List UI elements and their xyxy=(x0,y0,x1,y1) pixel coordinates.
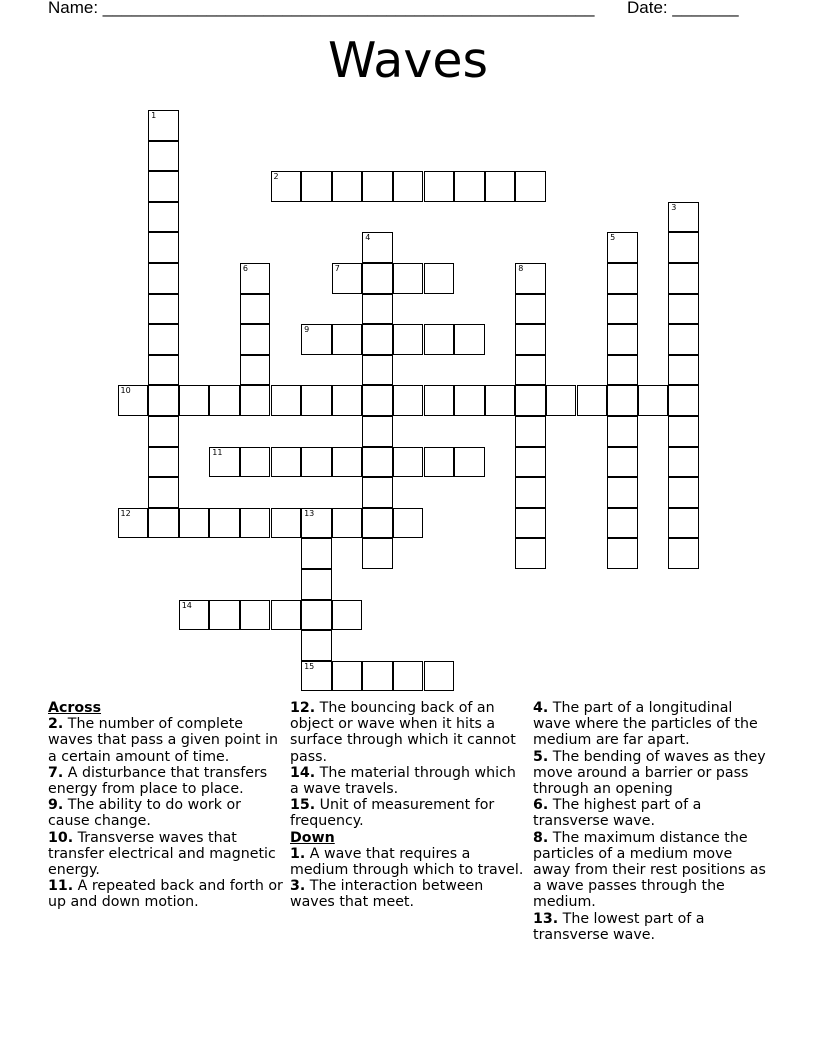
grid-cell[interactable] xyxy=(515,324,546,355)
grid-cell[interactable] xyxy=(148,171,179,202)
grid-cell[interactable] xyxy=(515,447,546,478)
grid-cell[interactable] xyxy=(515,477,546,508)
grid-cell[interactable] xyxy=(668,202,699,233)
grid-cell[interactable] xyxy=(301,171,332,202)
clue-down-1: 1. A wave that requires a medium through which to travel. xyxy=(290,845,524,879)
grid-cell[interactable] xyxy=(668,477,699,508)
grid-cell[interactable] xyxy=(179,508,210,539)
grid-cell[interactable] xyxy=(148,447,179,478)
clue-down-4: 4. The part of a longitudinal wave where the particles of the medium are far apart. xyxy=(533,700,758,749)
grid-cell[interactable] xyxy=(301,508,332,539)
grid-cell[interactable] xyxy=(240,447,271,478)
down-heading: Down xyxy=(290,829,335,846)
grid-cell[interactable] xyxy=(148,416,179,447)
grid-cell[interactable] xyxy=(607,416,638,447)
grid-cell[interactable] xyxy=(546,385,577,416)
grid-cell[interactable] xyxy=(301,447,332,478)
grid-cell[interactable] xyxy=(332,385,363,416)
grid-cell[interactable] xyxy=(362,508,393,539)
grid-cell[interactable] xyxy=(362,538,393,569)
grid-cell[interactable] xyxy=(301,569,332,600)
grid-cell[interactable] xyxy=(271,171,302,202)
grid-cell[interactable] xyxy=(668,447,699,478)
grid-cell[interactable] xyxy=(209,385,240,416)
name-line[interactable]: Name: ____________________________________________________ xyxy=(48,0,595,17)
clue-number: 7 xyxy=(334,264,340,273)
across-heading: Across xyxy=(48,700,102,716)
grid-cell[interactable] xyxy=(362,477,393,508)
grid-cell[interactable] xyxy=(393,385,424,416)
grid-cell[interactable] xyxy=(393,171,424,202)
clue-across-2: 2. The number of complete waves that pass a given point in a certain amount of time. xyxy=(48,716,279,765)
grid-cell[interactable] xyxy=(515,355,546,386)
clue-number: 12 xyxy=(120,508,131,518)
grid-cell[interactable] xyxy=(424,385,455,416)
clue-number: 15 xyxy=(304,661,315,671)
clue-number: 1 xyxy=(151,111,157,120)
grid-cell[interactable] xyxy=(515,385,546,416)
grid-cell[interactable] xyxy=(607,447,638,478)
clue-number: 9 xyxy=(304,325,310,335)
grid-cell[interactable] xyxy=(240,385,271,416)
grid-cell[interactable] xyxy=(424,263,455,294)
grid-cell[interactable] xyxy=(515,538,546,569)
clue-across-11: 11. A repeated back and forth or up and down motion. xyxy=(48,878,283,911)
clues-column-1 xyxy=(48,700,284,911)
clues-column-3 xyxy=(533,700,771,943)
grid-cell[interactable] xyxy=(577,385,608,416)
grid-cell[interactable] xyxy=(362,324,393,355)
grid-cell[interactable] xyxy=(454,324,485,355)
grid-cell[interactable] xyxy=(301,385,332,416)
clue-number: 11 xyxy=(212,447,223,457)
grid-cell[interactable] xyxy=(301,630,332,661)
grid-cell[interactable] xyxy=(118,508,149,539)
grid-cell[interactable] xyxy=(424,447,455,478)
grid-cell[interactable] xyxy=(668,294,699,325)
clue-down-3: 3. The interaction between waves that meet. xyxy=(290,878,484,911)
grid-cell[interactable] xyxy=(209,508,240,539)
grid-cell[interactable] xyxy=(362,385,393,416)
grid-cell[interactable] xyxy=(362,447,393,478)
clue-number: 10 xyxy=(120,386,131,396)
grid-cell[interactable] xyxy=(148,385,179,416)
grid-cell[interactable] xyxy=(209,600,240,631)
grid-cell[interactable] xyxy=(148,294,179,325)
clue-down-5: 5. The bending of waves as they move around a barrier or pass through an opening xyxy=(533,748,766,798)
grid-cell[interactable] xyxy=(607,324,638,355)
grid-cell[interactable] xyxy=(515,416,546,447)
grid-cell[interactable] xyxy=(393,447,424,478)
grid-cell[interactable] xyxy=(240,355,271,386)
grid-cell[interactable] xyxy=(668,416,699,447)
grid-cell[interactable] xyxy=(332,263,363,294)
grid-cell[interactable] xyxy=(607,385,638,416)
grid-cell[interactable] xyxy=(271,508,302,539)
grid-cell[interactable] xyxy=(301,324,332,355)
clue-number: 5 xyxy=(610,233,616,243)
grid-cell[interactable] xyxy=(668,263,699,294)
grid-cell[interactable] xyxy=(240,324,271,355)
grid-cell[interactable] xyxy=(607,263,638,294)
clue-number: 13 xyxy=(304,508,315,518)
date-line[interactable]: Date: _______ xyxy=(627,0,739,17)
grid-cell[interactable] xyxy=(362,263,393,294)
clue-number: 14 xyxy=(181,600,192,610)
grid-cell[interactable] xyxy=(148,202,179,233)
grid-cell[interactable] xyxy=(638,385,669,416)
grid-cell[interactable] xyxy=(515,508,546,539)
grid-cell[interactable] xyxy=(668,385,699,416)
grid-cell[interactable] xyxy=(393,508,424,539)
grid-cell[interactable] xyxy=(179,385,210,416)
grid-cell[interactable] xyxy=(362,355,393,386)
clue-down-8: 8. The maximum distance the particles of a medium move away from their rest positions as a wave passes through the medium. xyxy=(533,829,766,911)
grid-cell[interactable] xyxy=(515,171,546,202)
clue-down-13: 13. The lowest part of a transverse wave. xyxy=(533,910,705,943)
grid-cell[interactable] xyxy=(271,600,302,631)
grid-cell[interactable] xyxy=(240,600,271,631)
grid-cell[interactable] xyxy=(393,324,424,355)
grid-cell[interactable] xyxy=(607,232,638,263)
grid-cell[interactable] xyxy=(332,447,363,478)
grid-cell[interactable] xyxy=(668,324,699,355)
grid-cell[interactable] xyxy=(148,508,179,539)
grid-cell[interactable] xyxy=(118,385,149,416)
grid-cell[interactable] xyxy=(393,661,424,692)
grid-cell[interactable] xyxy=(179,600,210,631)
grid-cell[interactable] xyxy=(240,263,271,294)
grid-cell[interactable] xyxy=(454,171,485,202)
grid-cell[interactable] xyxy=(271,447,302,478)
grid-cell[interactable] xyxy=(668,232,699,263)
clue-across-15: 15. Unit of measurement for frequency. xyxy=(290,797,495,830)
grid-cell[interactable] xyxy=(607,294,638,325)
grid-cell[interactable] xyxy=(148,355,179,386)
grid-cell[interactable] xyxy=(515,294,546,325)
grid-cell[interactable] xyxy=(485,171,516,202)
grid-cell[interactable] xyxy=(301,661,332,692)
grid-cell[interactable] xyxy=(148,232,179,263)
clue-across-9: 9. The ability to do work or cause change. xyxy=(48,797,241,830)
grid-cell[interactable] xyxy=(240,508,271,539)
grid-cell[interactable] xyxy=(424,324,455,355)
clue-number: 3 xyxy=(671,202,677,212)
grid-cell[interactable] xyxy=(515,263,546,294)
grid-cell[interactable] xyxy=(454,447,485,478)
grid-cell[interactable] xyxy=(362,416,393,447)
clue-across-12: 12. The bouncing back of an object or wave when it hits a surface through which it cannot pass. xyxy=(290,700,516,765)
grid-cell[interactable] xyxy=(393,263,424,294)
grid-cell[interactable] xyxy=(332,600,363,631)
grid-cell[interactable] xyxy=(301,600,332,631)
grid-cell[interactable] xyxy=(332,508,363,539)
grid-cell[interactable] xyxy=(332,324,363,355)
grid-cell[interactable] xyxy=(148,110,179,141)
clue-number: 2 xyxy=(273,172,279,182)
clue-down-6: 6. The highest part of a transverse wave. xyxy=(533,797,702,830)
clue-across-14: 14. The material through which a wave travels. xyxy=(290,764,516,798)
grid-cell[interactable] xyxy=(607,477,638,508)
grid-cell[interactable] xyxy=(240,294,271,325)
page-title: Waves xyxy=(327,32,488,89)
grid-cell[interactable] xyxy=(148,324,179,355)
grid-cell[interactable] xyxy=(668,355,699,386)
grid-cell[interactable] xyxy=(362,294,393,325)
clue-across-7: 7. A disturbance that transfers energy from place to place. xyxy=(48,764,268,798)
grid-cell[interactable] xyxy=(668,508,699,539)
grid-cell[interactable] xyxy=(148,477,179,508)
grid-cell[interactable] xyxy=(454,385,485,416)
grid-cell[interactable] xyxy=(607,508,638,539)
grid-cell[interactable] xyxy=(424,171,455,202)
clues-column-2 xyxy=(290,700,526,911)
grid-cell[interactable] xyxy=(332,171,363,202)
grid-cell[interactable] xyxy=(424,661,455,692)
grid-cell[interactable] xyxy=(148,141,179,172)
grid-cell[interactable] xyxy=(301,538,332,569)
clue-number: 4 xyxy=(365,233,371,243)
grid-cell[interactable] xyxy=(362,232,393,263)
grid-cell[interactable] xyxy=(607,355,638,386)
grid-cell[interactable] xyxy=(485,385,516,416)
grid-cell[interactable] xyxy=(271,385,302,416)
clue-number: 6 xyxy=(242,264,248,273)
clue-number: 8 xyxy=(518,264,524,273)
grid-cell[interactable] xyxy=(607,538,638,569)
grid-cell[interactable] xyxy=(668,538,699,569)
grid-cell[interactable] xyxy=(148,263,179,294)
grid-cell[interactable] xyxy=(332,661,363,692)
grid-cell[interactable] xyxy=(362,171,393,202)
grid-cell[interactable] xyxy=(209,447,240,478)
clue-across-10: 10. Transverse waves that transfer electrical and magnetic energy. xyxy=(48,829,276,879)
grid-cell[interactable] xyxy=(362,661,393,692)
